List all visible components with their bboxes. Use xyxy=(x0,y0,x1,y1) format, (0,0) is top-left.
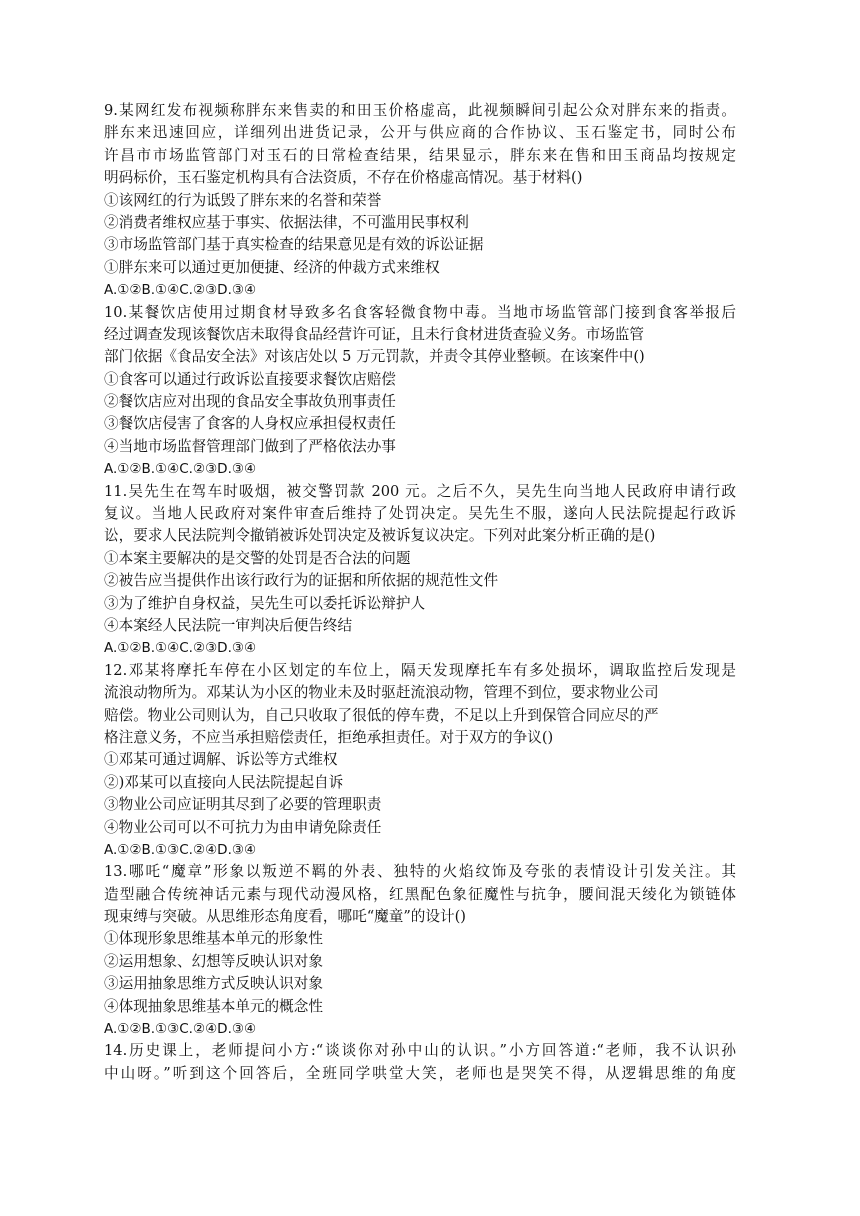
question-12-option-2: ②)邓某可以直接向人民法院提起自诉 xyxy=(104,773,344,791)
question-10-option-4: ④当地市场监督管理部门做到了严格依法办事 xyxy=(104,437,396,455)
question-9-option-4: ①胖东来可以通过更加便捷、经济的仲裁方式来维权 xyxy=(104,258,440,276)
question-10-option-3: ③餐饮店侵害了食客的人身权应承担侵权责任 xyxy=(104,415,396,433)
question-11-option-2: ②被告应当提供作出该行政行为的证据和所依据的规范性文件 xyxy=(104,572,499,590)
question-12-stem-line-4: 格注意义务，不应当承担赔偿责任，拒绝承担责任。对于双方的争议() xyxy=(104,728,554,746)
question-9-stem-line-1: 9.某网红发布视频称胖东来售卖的和田玉价格虚高，此视频瞬间引起公众对胖东来的指责。 xyxy=(104,102,736,119)
question-10-option-1: ①食客可以通过行政诉讼直接要求餐饮店赔偿 xyxy=(104,370,396,388)
question-9-stem-line-2: 胖东来迅速回应，详细列出进货记录，公开与供应商的合作协议、玉石鉴定书，同时公布 xyxy=(104,124,736,142)
question-14-stem-line-2: 中山呀。”听到这个回答后，全班同学哄堂大笑，老师也是哭笑不得，从逻辑思维的角度 xyxy=(104,1064,736,1082)
question-9-answer-choices: A.①②B.①④C.②③D.③④ xyxy=(104,282,257,299)
question-13 xyxy=(104,861,736,1040)
question-14 xyxy=(104,1040,736,1085)
question-9-stem-line-3: 许昌市市场监管部门对玉石的日常检查结果，结果显示，胖东来在售和田玉商品均按规定 xyxy=(104,146,736,164)
question-9-option-2: ②消费者维权应基于事实、依据法律，不可滥用民事权利 xyxy=(104,213,469,231)
question-12-stem-line-1: 12.邓某将摩托车停在小区划定的车位上，隔天发现摩托车有多处损坏，调取监控后发现是 xyxy=(104,661,736,679)
question-11-option-3: ③为了维护自身权益，吴先生可以委托诉讼辩护人 xyxy=(104,594,426,612)
question-13-option-4: ④体现抽象思维基本单元的概念性 xyxy=(104,997,323,1015)
question-10 xyxy=(104,302,736,481)
question-10-stem-line-2: 经过调查发现该餐饮店未取得食品经营许可证，且未行食材进货查验义务。市场监管 xyxy=(104,325,644,343)
question-9-option-3: ③市场监管部门基于真实检查的结果意见是有效的诉讼证据 xyxy=(104,236,484,254)
question-11-stem-line-3: 讼，要求人民法院判令撤销被诉处罚决定及被诉复议决定。下列对此案分析正确的是() xyxy=(104,527,656,545)
question-12-option-3: ③物业公司应证明其尽到了必要的管理职责 xyxy=(104,796,382,814)
question-13-stem-line-2: 造型融合传统神话元素与现代动漫风格，红黑配色象征魔性与抗争，腰间混天绫化为锁链体 xyxy=(104,885,736,903)
question-10-stem-line-3: 部门依据《食品安全法》对该店处以 5 万元罚款，并责令其停业整顿。在该案件中() xyxy=(104,348,645,366)
question-13-answer-choices: A.①②B.①③C.②④D.③④ xyxy=(104,1021,257,1038)
question-11-stem-line-1: 11.吴先生在驾车时吸烟，被交警罚款 200 元。之后不久，吴先生向当地人民政府申请行政 xyxy=(104,482,736,500)
question-12-option-1: ①邓某可通过调解、诉讼等方式维权 xyxy=(104,751,338,769)
question-11-answer-choices: A.①②B.①④C.②③D.③④ xyxy=(104,640,257,657)
question-12-option-4: ④物业公司可以不可抗力为由申请免除责任 xyxy=(104,818,382,836)
question-13-stem-line-1: 13.哪吒“魔章”形象以叛逆不羁的外表、独特的火焰纹饰及夸张的表情设计引发关注。其 xyxy=(104,863,736,881)
question-12 xyxy=(104,660,736,862)
question-9 xyxy=(104,100,736,302)
question-9-stem-line-4: 明码标价，玉石鉴定机构具有合法资质，不存在价格虚高情况。基于材料() xyxy=(104,169,583,187)
question-13-stem-line-3: 现束缚与突破。从思维形态角度看，哪吒“魔童”的设计() xyxy=(104,908,466,926)
question-13-option-2: ②运用想象、幻想等反映认识对象 xyxy=(104,952,323,970)
question-9-option-1: ①该网红的行为诋毁了胖东来的名誉和荣誉 xyxy=(104,191,382,209)
question-11 xyxy=(104,481,736,660)
question-11-option-1: ①本案主要解决的是交警的处罚是否合法的问题 xyxy=(104,549,411,567)
question-11-option-4: ④本案经人民法院一审判决后便告终结 xyxy=(104,616,353,634)
question-13-option-3: ③运用抽象思维方式反映认识对象 xyxy=(104,975,323,993)
question-10-stem-line-1: 10.某餐饮店使用过期食材导致多名食客轻微食物中毒。当地市场监管部门接到食客举报后 xyxy=(104,303,736,321)
question-12-answer-choices: A.①②B.①③C.②④D.③④ xyxy=(104,841,257,858)
question-12-stem-line-3: 赔偿。物业公司则认为，自己只收取了很低的停车费，不足以上升到保管合同应尽的严 xyxy=(104,706,659,724)
question-10-answer-choices: A.①②B.①④C.②③D.③④ xyxy=(104,461,257,478)
question-12-stem-line-2: 流浪动物所为。邓某认为小区的物业未及时驱赶流浪动物，管理不到位，要求物业公司 xyxy=(104,684,659,702)
question-10-option-2: ②餐饮店应对出现的食品安全事故负刑事责任 xyxy=(104,393,396,411)
question-11-stem-line-2: 复议。当地人民政府对案件审查后维持了处罚决定。吴先生不服，遂向人民法院提起行政诉 xyxy=(104,505,736,523)
question-14-stem-line-1: 14.历史课上，老师提问小方:“谈谈你对孙中山的认识。”小方回答道:“老师，我不认识孙 xyxy=(104,1042,736,1060)
question-13-option-1: ①体现形象思维基本单元的形象性 xyxy=(104,930,323,948)
document-page xyxy=(104,100,736,1085)
